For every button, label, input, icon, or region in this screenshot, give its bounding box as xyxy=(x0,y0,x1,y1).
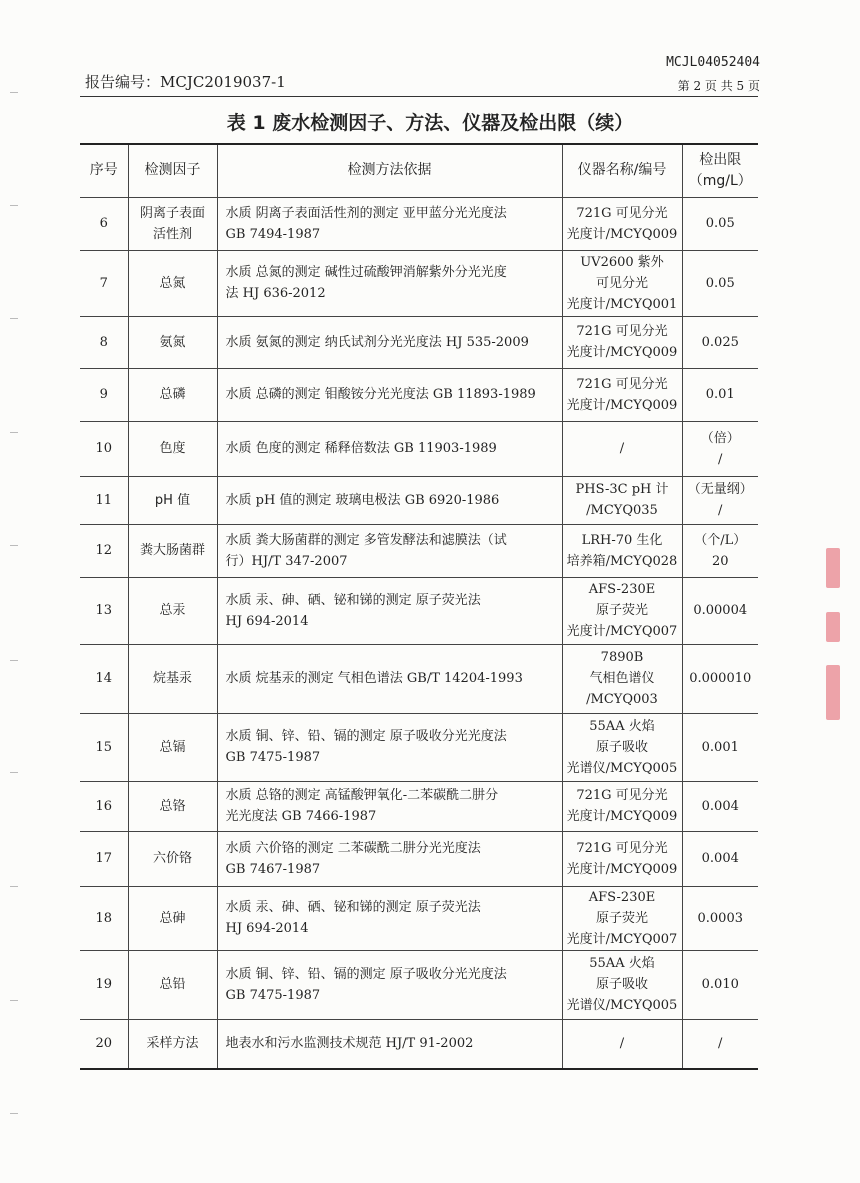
table-row xyxy=(80,886,758,950)
method-cell-line: 水质 六价铬的测定 二苯碳酰二肼分光光度法 xyxy=(225,840,481,856)
instrument-cell-line: /MCYQ035 xyxy=(586,503,658,518)
method-cell xyxy=(217,577,562,644)
limit-cell xyxy=(682,524,758,577)
instrument-cell-line: 光度计/MCYQ007 xyxy=(566,931,678,947)
instrument-cell-line: 55AA 火焰 xyxy=(589,956,655,971)
factor-cell xyxy=(128,713,217,781)
detection-table xyxy=(80,143,758,1070)
limit-cell xyxy=(682,950,758,1019)
limit-cell-line: 0.01 xyxy=(705,387,735,402)
limit-cell-line: 0.004 xyxy=(701,798,739,814)
limit-cell-line: / xyxy=(718,1036,723,1052)
col-header-method: 检测方法依据 xyxy=(217,144,562,197)
row-number: 9 xyxy=(80,368,128,421)
factor-cell-line: 总汞 xyxy=(159,603,186,618)
table-row xyxy=(80,644,758,713)
method-cell-line: 水质 阴离子表面活性剂的测定 亚甲蓝分光光度法 xyxy=(225,205,507,221)
method-cell-line: GB 7467-1987 xyxy=(225,861,321,877)
method-cell-line: 水质 色度的测定 稀释倍数法 GB 11903-1989 xyxy=(225,441,497,456)
row-number: 11 xyxy=(80,476,128,524)
margin-mark xyxy=(10,432,18,433)
row-number: 20 xyxy=(80,1019,128,1069)
method-cell xyxy=(217,197,562,250)
margin-mark xyxy=(10,1000,18,1001)
row-number: 13 xyxy=(80,577,128,644)
method-cell xyxy=(217,524,562,577)
instrument-cell-line: 原子荧光 xyxy=(595,910,648,926)
instrument-cell-line: 光度计/MCYQ009 xyxy=(566,861,678,877)
limit-cell-line: / xyxy=(718,451,723,467)
limit-cell xyxy=(682,577,758,644)
instrument-cell-line: 721G 可见分光 xyxy=(576,205,668,221)
factor-cell xyxy=(128,197,217,250)
factor-cell xyxy=(128,577,217,644)
factor-cell-line: 总镉 xyxy=(159,739,186,755)
instrument-cell-line: / xyxy=(619,441,625,456)
factor-cell-line: 六价铬 xyxy=(152,851,192,866)
header-rule xyxy=(80,96,758,97)
method-cell-line: GB 7475-1987 xyxy=(225,750,321,765)
limit-cell-line: 0.025 xyxy=(701,334,739,350)
limit-cell-line: / xyxy=(718,503,723,518)
method-cell-line: 行）HJ/T 347-2007 xyxy=(225,553,348,569)
col-header-instrument: 仪器名称/编号 xyxy=(562,144,682,197)
factor-cell xyxy=(128,950,217,1019)
row-number: 12 xyxy=(80,524,128,577)
limit-cell xyxy=(682,316,758,368)
factor-cell xyxy=(128,781,217,831)
factor-cell xyxy=(128,886,217,950)
method-cell-line: 水质 汞、砷、硒、铋和锑的测定 原子荧光法 xyxy=(225,592,481,608)
limit-cell xyxy=(682,1019,758,1069)
row-number: 15 xyxy=(80,713,128,781)
table-row xyxy=(80,197,758,250)
instrument-cell-line: PHS-3C pH 计 xyxy=(575,482,669,497)
factor-cell-line: 采样方法 xyxy=(146,1036,199,1052)
method-cell-line: HJ 694-2014 xyxy=(225,921,309,936)
instrument-cell-line: 气相色谱仪 xyxy=(589,671,655,686)
method-cell-line: 水质 氨氮的测定 纳氏试剂分光光度法 HJ 535-2009 xyxy=(225,334,529,350)
factor-cell-line: 阴离子表面 xyxy=(139,205,205,221)
instrument-cell xyxy=(562,476,682,524)
factor-cell-line: 总铬 xyxy=(159,798,186,814)
factor-cell xyxy=(128,644,217,713)
limit-cell-line: 0.004 xyxy=(701,851,739,866)
factor-cell xyxy=(128,250,217,316)
instrument-cell xyxy=(562,577,682,644)
limit-cell xyxy=(682,713,758,781)
limit-cell-line: 20 xyxy=(711,553,729,569)
limit-cell-line: （倍） xyxy=(700,430,740,446)
limit-cell-line: 0.05 xyxy=(705,216,735,231)
instrument-cell-line: 光度计/MCYQ009 xyxy=(566,809,678,824)
instrument-cell-line: 光度计/MCYQ009 xyxy=(566,345,678,360)
instrument-cell xyxy=(562,1019,682,1069)
instrument-cell-line: 原子吸收 xyxy=(595,739,648,755)
margin-mark xyxy=(10,1113,18,1114)
limit-cell-line: 0.010 xyxy=(701,977,739,992)
instrument-cell xyxy=(562,713,682,781)
limit-cell-line: 0.000010 xyxy=(689,671,752,686)
factor-cell-line: 氨氮 xyxy=(159,334,186,350)
factor-cell-line: 总氮 xyxy=(159,275,186,291)
margin-mark xyxy=(10,318,18,319)
instrument-cell xyxy=(562,644,682,713)
instrument-cell xyxy=(562,886,682,950)
margin-mark xyxy=(10,205,18,206)
table-row xyxy=(80,524,758,577)
col-header-limit-unit: （mg/L） xyxy=(688,172,752,189)
method-cell xyxy=(217,250,562,316)
instrument-cell-line: 可见分光 xyxy=(595,275,648,291)
method-cell xyxy=(217,421,562,476)
page-info: 第 2 页 共 5 页 xyxy=(677,79,760,93)
instrument-cell-line: /MCYQ003 xyxy=(586,692,658,707)
factor-cell-line: 活性剂 xyxy=(152,226,192,242)
limit-cell xyxy=(682,886,758,950)
table-row xyxy=(80,1019,758,1069)
instrument-cell-line: 原子吸收 xyxy=(595,977,648,992)
method-cell-line: 水质 汞、砷、硒、铋和锑的测定 原子荧光法 xyxy=(225,900,481,915)
factor-cell-line: pH 值 xyxy=(154,492,191,508)
instrument-cell xyxy=(562,781,682,831)
factor-cell-line: 总砷 xyxy=(159,910,186,926)
limit-cell-line: 0.05 xyxy=(705,275,735,291)
method-cell-line: 水质 烷基汞的测定 气相色谱法 GB/T 14204-1993 xyxy=(225,671,523,686)
method-cell xyxy=(217,831,562,886)
instrument-cell-line: 7890B xyxy=(600,650,644,665)
limit-cell xyxy=(682,476,758,524)
limit-cell xyxy=(682,831,758,886)
instrument-cell-line: LRH-70 生化 xyxy=(581,532,663,548)
method-cell-line: 水质 铜、锌、铅、镉的测定 原子吸收分光光度法 xyxy=(225,966,507,982)
row-number: 18 xyxy=(80,886,128,950)
seal-fragment xyxy=(826,612,840,642)
factor-cell xyxy=(128,1019,217,1069)
limit-cell-line: 0.0003 xyxy=(697,910,743,926)
instrument-cell-line: 721G 可见分光 xyxy=(576,376,668,392)
method-cell xyxy=(217,1019,562,1069)
table-row xyxy=(80,421,758,476)
method-cell xyxy=(217,950,562,1019)
method-cell xyxy=(217,368,562,421)
col-header-limit xyxy=(682,144,758,197)
instrument-cell xyxy=(562,368,682,421)
table-row xyxy=(80,250,758,316)
method-cell xyxy=(217,316,562,368)
instrument-cell xyxy=(562,316,682,368)
instrument-cell-line: 光度计/MCYQ001 xyxy=(566,296,678,312)
col-header-limit-label: 检出限 xyxy=(699,151,742,168)
instrument-cell-line: AFS-230E xyxy=(588,889,656,905)
instrument-cell-line: 光度计/MCYQ009 xyxy=(566,226,678,242)
limit-cell xyxy=(682,197,758,250)
seal-fragment xyxy=(826,548,840,588)
table-row xyxy=(80,950,758,1019)
row-number: 14 xyxy=(80,644,128,713)
method-cell xyxy=(217,644,562,713)
document-code: MCJL04052404 xyxy=(666,55,760,70)
method-cell-line: GB 7494-1987 xyxy=(225,226,321,242)
limit-cell xyxy=(682,644,758,713)
factor-cell xyxy=(128,421,217,476)
instrument-cell-line: 培养箱/MCYQ028 xyxy=(566,553,678,569)
instrument-cell-line: 光度计/MCYQ007 xyxy=(566,624,678,639)
instrument-cell-line: / xyxy=(619,1036,625,1052)
limit-cell xyxy=(682,781,758,831)
instrument-cell-line: UV2600 紫外 xyxy=(580,254,664,270)
limit-cell-line: 0.00004 xyxy=(693,603,748,618)
row-number: 6 xyxy=(80,197,128,250)
instrument-cell xyxy=(562,950,682,1019)
limit-cell xyxy=(682,368,758,421)
col-header-factor: 检测因子 xyxy=(128,144,217,197)
instrument-cell-line: 55AA 火焰 xyxy=(589,718,655,734)
table-row xyxy=(80,577,758,644)
factor-cell-line: 烷基汞 xyxy=(152,671,192,686)
table-row xyxy=(80,368,758,421)
row-number: 7 xyxy=(80,250,128,316)
method-cell xyxy=(217,781,562,831)
factor-cell xyxy=(128,476,217,524)
method-cell-line: 水质 pH 值的测定 玻璃电极法 GB 6920-1986 xyxy=(225,492,500,508)
report-number: 报告编号：MCJC2019037-1 xyxy=(85,73,286,91)
instrument-cell-line: 原子荧光 xyxy=(595,603,648,618)
table-row xyxy=(80,476,758,524)
margin-mark xyxy=(10,92,18,93)
factor-cell-line: 粪大肠菌群 xyxy=(139,543,205,558)
factor-cell xyxy=(128,524,217,577)
limit-cell-line: （无量纲） xyxy=(687,482,753,497)
limit-cell-line: （个/L） xyxy=(694,532,747,548)
method-cell-line: 光光度法 GB 7466-1987 xyxy=(225,809,377,824)
table-title: 表 1 废水检测因子、方法、仪器及检出限（续） xyxy=(226,112,634,134)
method-cell-line: 水质 铜、锌、铅、镉的测定 原子吸收分光光度法 xyxy=(225,729,507,744)
limit-cell xyxy=(682,421,758,476)
limit-cell xyxy=(682,250,758,316)
instrument-cell xyxy=(562,421,682,476)
margin-mark xyxy=(10,545,18,546)
margin-mark xyxy=(10,772,18,773)
method-cell xyxy=(217,713,562,781)
method-cell xyxy=(217,476,562,524)
method-cell-line: 水质 粪大肠菌群的测定 多管发酵法和滤膜法（试 xyxy=(225,532,507,548)
factor-cell xyxy=(128,831,217,886)
instrument-cell xyxy=(562,197,682,250)
seal-fragment xyxy=(826,665,840,720)
factor-cell-line: 色度 xyxy=(159,441,186,456)
factor-cell xyxy=(128,368,217,421)
method-cell-line: 水质 总铬的测定 高锰酸钾氧化-二苯碳酰二肼分 xyxy=(225,788,499,803)
margin-mark xyxy=(10,660,18,661)
margin-mark xyxy=(10,886,18,887)
instrument-cell-line: 721G 可见分光 xyxy=(576,324,668,339)
method-cell-line: 法 HJ 636-2012 xyxy=(225,286,326,301)
method-cell-line: 水质 总氮的测定 碱性过硫酸钾消解紫外分光光度 xyxy=(225,265,507,280)
col-header-no: 序号 xyxy=(80,144,128,197)
method-cell-line: HJ 694-2014 xyxy=(225,613,309,629)
instrument-cell-line: 721G 可见分光 xyxy=(576,840,668,856)
method-cell-line: 水质 总磷的测定 钼酸铵分光光度法 GB 11893-1989 xyxy=(225,387,536,402)
row-number: 17 xyxy=(80,831,128,886)
factor-cell-line: 总磷 xyxy=(159,387,186,402)
instrument-cell-line: 光度计/MCYQ009 xyxy=(566,397,678,413)
factor-cell xyxy=(128,316,217,368)
instrument-cell xyxy=(562,524,682,577)
limit-cell-line: 0.001 xyxy=(701,739,739,755)
row-number: 19 xyxy=(80,950,128,1019)
instrument-cell-line: 光谱仪/MCYQ005 xyxy=(566,760,678,776)
row-number: 8 xyxy=(80,316,128,368)
table-header-row xyxy=(80,144,758,197)
instrument-cell-line: 光谱仪/MCYQ005 xyxy=(566,998,678,1013)
table-row xyxy=(80,831,758,886)
row-number: 16 xyxy=(80,781,128,831)
method-cell xyxy=(217,886,562,950)
method-cell-line: GB 7475-1987 xyxy=(225,987,321,1003)
method-cell-line: 地表水和污水监测技术规范 HJ/T 91-2002 xyxy=(225,1036,474,1052)
instrument-cell-line: AFS-230E xyxy=(588,582,656,597)
factor-cell-line: 总铅 xyxy=(159,977,186,992)
instrument-cell xyxy=(562,250,682,316)
table-row xyxy=(80,316,758,368)
instrument-cell xyxy=(562,831,682,886)
instrument-cell-line: 721G 可见分光 xyxy=(576,788,668,803)
table-row xyxy=(80,713,758,781)
table-row xyxy=(80,781,758,831)
row-number: 10 xyxy=(80,421,128,476)
